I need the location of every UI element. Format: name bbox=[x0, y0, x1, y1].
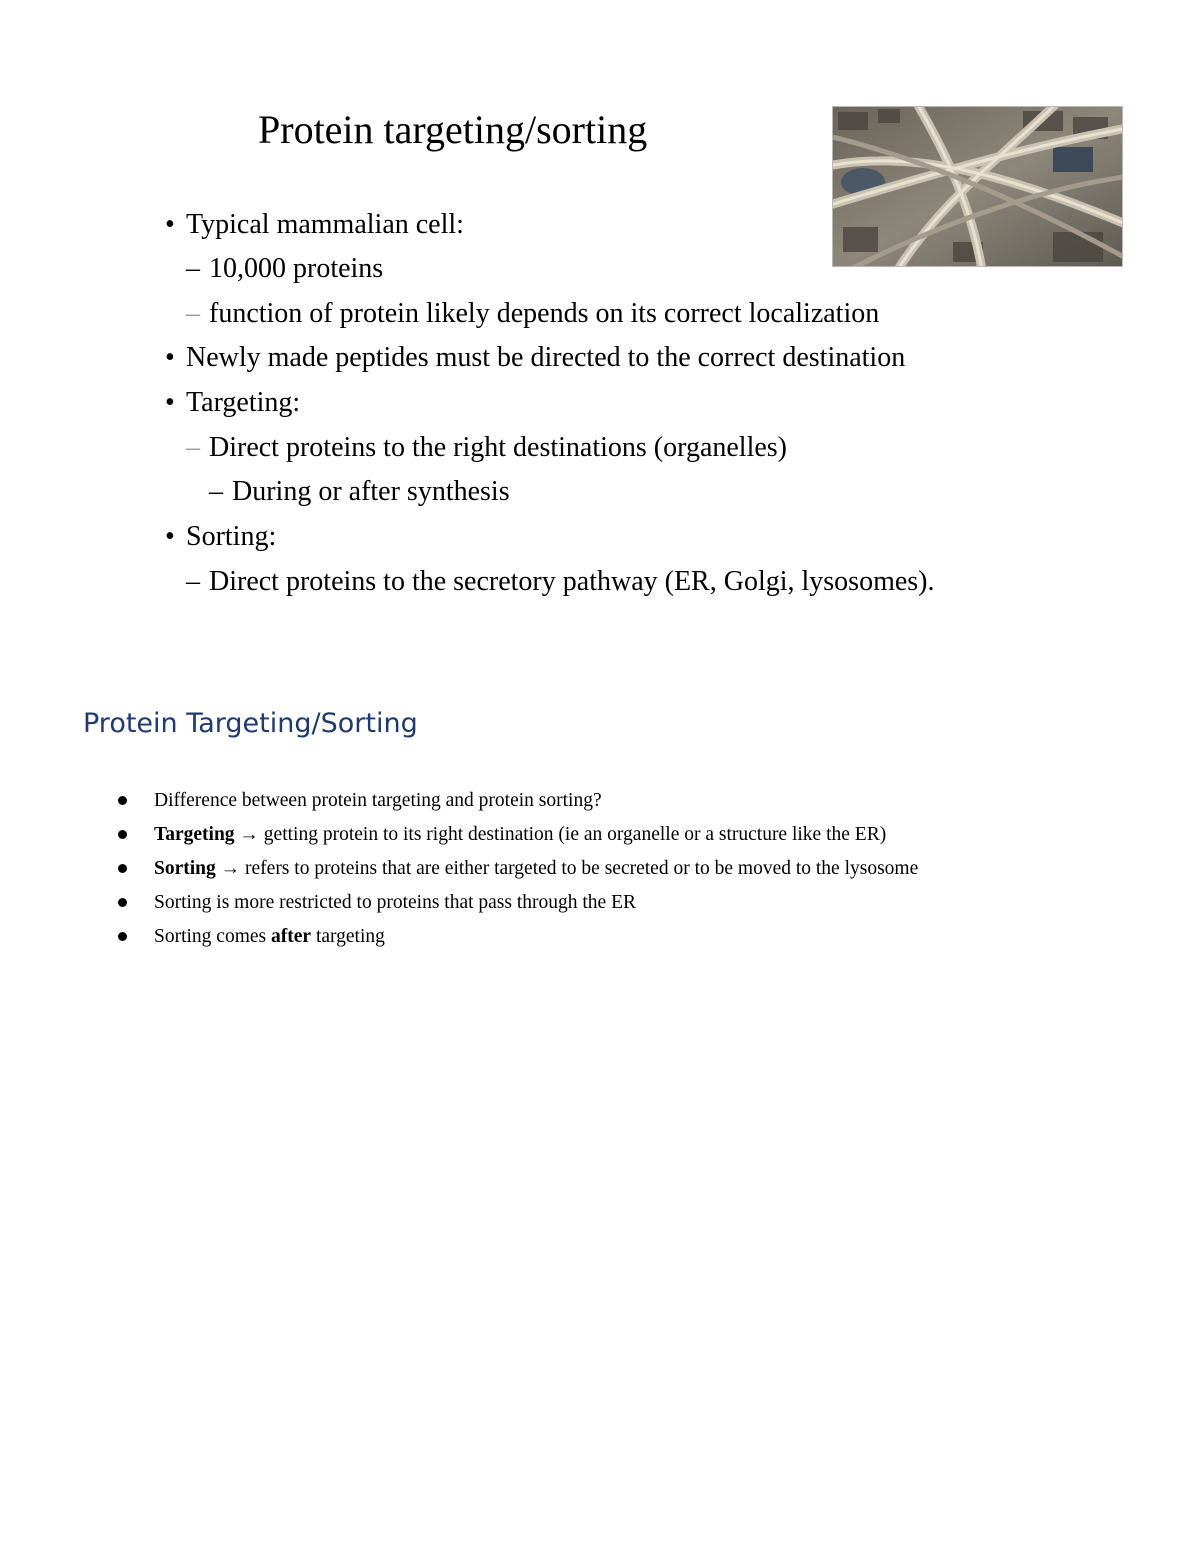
slide-bullet-text: Targeting: bbox=[186, 387, 301, 418]
list-item bbox=[116, 854, 918, 888]
slide-sub-bullet bbox=[186, 297, 879, 331]
dash-marker: – bbox=[209, 476, 223, 507]
list-item-text: getting protein to its right destination (ie an organelle or a structure like the ER) bbox=[263, 824, 887, 845]
bullet-dot-icon bbox=[118, 830, 127, 839]
slide-image bbox=[0, 0, 1200, 640]
slide-sub-bullet bbox=[186, 431, 787, 465]
bullet-marker: • bbox=[165, 387, 175, 418]
list-item-text: Sorting is more restricted to proteins that pass through the ER bbox=[154, 892, 637, 913]
slide-sub-bullet bbox=[186, 565, 935, 599]
slide-bullet-text: Typical mammalian cell: bbox=[186, 209, 464, 240]
list-item bbox=[116, 786, 918, 820]
bullet-dot-icon bbox=[118, 796, 127, 805]
list-item-text: Difference between protein targeting and protein sorting? bbox=[154, 790, 602, 811]
slide-bullet-text: Sorting: bbox=[186, 521, 277, 552]
arrow-right-icon: → bbox=[239, 824, 259, 845]
dash-marker: – bbox=[186, 432, 200, 463]
slide-bullet-text: function of protein likely depends on its correct localization bbox=[209, 298, 880, 329]
list-item-text: targeting bbox=[315, 926, 385, 947]
slide-sub-sub-bullet bbox=[209, 475, 510, 509]
highway-interchange-photo bbox=[832, 106, 1123, 267]
arrow-right-icon: → bbox=[220, 858, 241, 879]
list-item bbox=[116, 922, 918, 956]
list-item-text-pre: Sorting comes bbox=[154, 926, 271, 947]
slide-bullet-text: Direct proteins to the secretory pathway (ER, Golgi, lysosomes). bbox=[209, 566, 935, 597]
bullet-marker: • bbox=[165, 521, 175, 552]
bullet-marker: • bbox=[165, 342, 175, 373]
slide-bullet-text: Direct proteins to the right destinations (organelles) bbox=[209, 432, 788, 463]
bullet-marker: • bbox=[165, 209, 175, 240]
dash-marker: – bbox=[186, 253, 200, 284]
bullet-dot-icon bbox=[118, 898, 127, 907]
list-item bbox=[116, 888, 918, 922]
slide-title: Protein targeting/sorting bbox=[258, 107, 648, 152]
slide-bullet-text: During or after synthesis bbox=[232, 476, 510, 507]
list-item-term: Targeting bbox=[154, 824, 235, 845]
slide-bullet bbox=[165, 208, 464, 242]
list-item bbox=[116, 820, 918, 854]
bullet-dot-icon bbox=[118, 864, 127, 873]
list-item-emphasis: after bbox=[271, 926, 312, 947]
slide-bullet bbox=[165, 386, 300, 420]
slide-bullet-text: Newly made peptides must be directed to the correct destination bbox=[186, 342, 906, 373]
slide-bullet bbox=[165, 341, 905, 375]
slide-sub-bullet bbox=[186, 252, 383, 286]
bullet-dot-icon bbox=[118, 932, 127, 941]
notes-list bbox=[116, 786, 918, 956]
slide-bullet bbox=[165, 520, 276, 554]
dash-marker: – bbox=[186, 298, 200, 329]
list-item-text: refers to proteins that are either targeted to be secreted or to be moved to the lysosome bbox=[245, 858, 919, 879]
notes-heading: Protein Targeting/Sorting bbox=[83, 708, 418, 739]
list-item-term: Sorting bbox=[154, 858, 216, 879]
dash-marker: – bbox=[186, 566, 200, 597]
slide-bullet-text: 10,000 proteins bbox=[209, 253, 384, 284]
